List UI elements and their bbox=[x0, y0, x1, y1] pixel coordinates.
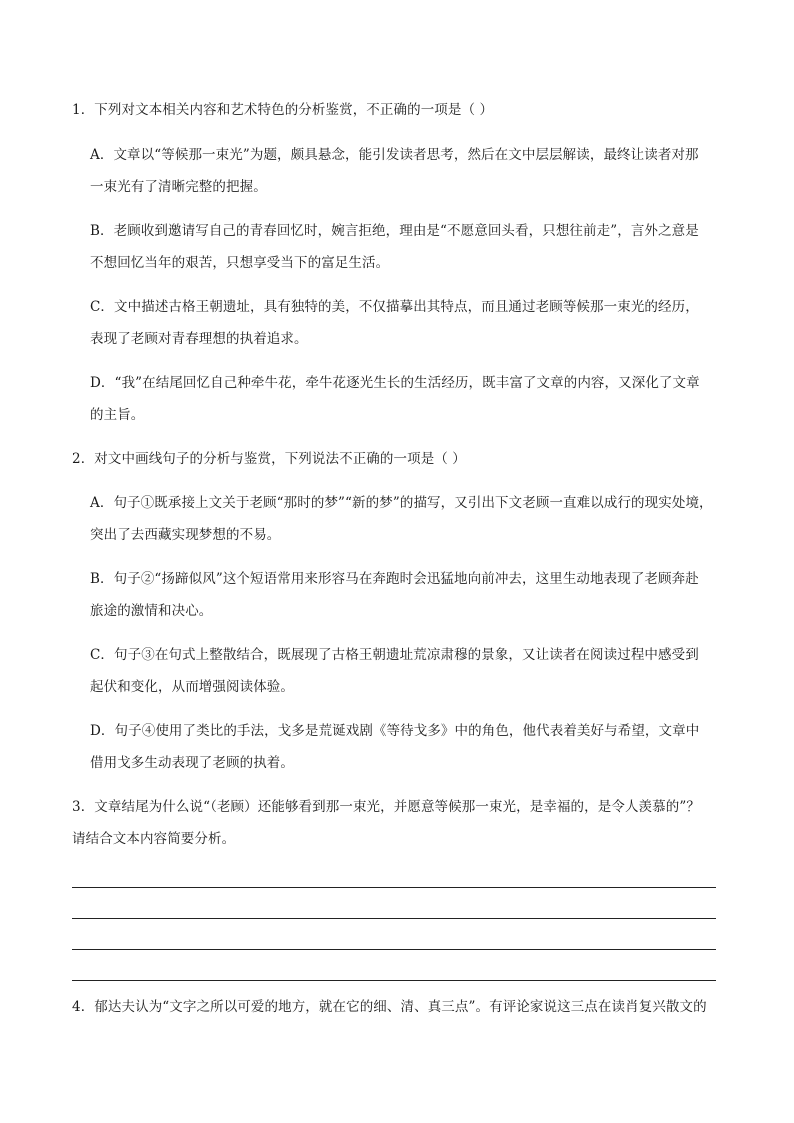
question-1-option-d-line-2: 的主旨。 bbox=[90, 407, 145, 423]
question-2-option-d-line-2: 借用戈多生动表现了老顾的执着。 bbox=[90, 755, 294, 771]
answer-line[interactable] bbox=[72, 949, 716, 950]
question-2-option-d-line-1: D．句子④使用了类比的手法，戈多是荒诞戏剧《等待戈多》中的角色，他代表着美好与希望，文章中 bbox=[90, 723, 700, 739]
question-2-option-c-line-1: C．句子③在句式上整散结合，既展现了古格王朝遗址荒凉肃穆的景象，又让读者在阅读过程中感受到 bbox=[90, 647, 699, 663]
question-1-option-a-line-2: 一束光有了清晰完整的把握。 bbox=[90, 179, 267, 195]
question-2-option-b-line-2: 旅途的激情和决心。 bbox=[90, 603, 213, 619]
question-1-option-b-line-2: 不想回忆当年的艰苦，只想享受当下的富足生活。 bbox=[90, 255, 390, 271]
question-1-option-a-line-1: A．文章以“等候那一束光”为题，颇具悬念，能引发读者思考，然后在文中层层解读，最终让读者对那 bbox=[90, 147, 699, 163]
question-2-stem: 2．对文中画线句子的分析与鉴赏，下列说法不正确的一项是（ ） bbox=[72, 451, 466, 467]
answer-line[interactable] bbox=[72, 980, 716, 981]
question-3-stem-line-1: 3．文章结尾为什么说“（老顾）还能够看到那一束光，并愿意等候那一束光，是幸福的，是令人羡慕的”？ bbox=[72, 799, 700, 815]
question-1-option-b-line-1: B．老顾收到邀请写自己的青春回忆时，婉言拒绝，理由是“不愿意回头看，只想往前走”，言外之意是 bbox=[90, 223, 699, 239]
question-3-stem-line-2: 请结合文本内容简要分析。 bbox=[72, 831, 236, 847]
question-1-option-d-line-1: D．“我”在结尾回忆自己种牵牛花，牵牛花逐光生长的生活经历，既丰富了文章的内容，又深化了文章 bbox=[90, 375, 700, 391]
question-1-option-c-line-1: C．文中描述古格王朝遗址，具有独特的美，不仅描摹出其特点，而且通过老顾等候那一束光的经历， bbox=[90, 299, 699, 315]
question-2-option-a-line-1: A．句子①既承接上文关于老顾“那时的梦”“新的梦”的描写，又引出下文老顾一直难以成行的现实处境， bbox=[90, 495, 713, 511]
question-4-stem: 4．郁达夫认为“文字之所以可爱的地方，就在它的细、清、真三点”。有评论家说这三点在读肖复兴散文的 bbox=[72, 999, 707, 1015]
question-1-option-c-line-2: 表现了老顾对青春理想的执着追求。 bbox=[90, 331, 308, 347]
question-2-option-a-line-2: 突出了去西藏实现梦想的不易。 bbox=[90, 527, 281, 543]
question-1-stem: 1．下列对文本相关内容和艺术特色的分析鉴赏，不正确的一项是（ ） bbox=[72, 102, 494, 118]
answer-line[interactable] bbox=[72, 918, 716, 919]
question-2-option-c-line-2: 起伏和变化，从而增强阅读体验。 bbox=[90, 679, 294, 695]
answer-line[interactable] bbox=[72, 887, 716, 888]
question-2-option-b-line-1: B．句子②“扬蹄似风”这个短语常用来形容马在奔跑时会迅猛地向前冲去，这里生动地表现了老顾奔赴 bbox=[90, 571, 699, 587]
